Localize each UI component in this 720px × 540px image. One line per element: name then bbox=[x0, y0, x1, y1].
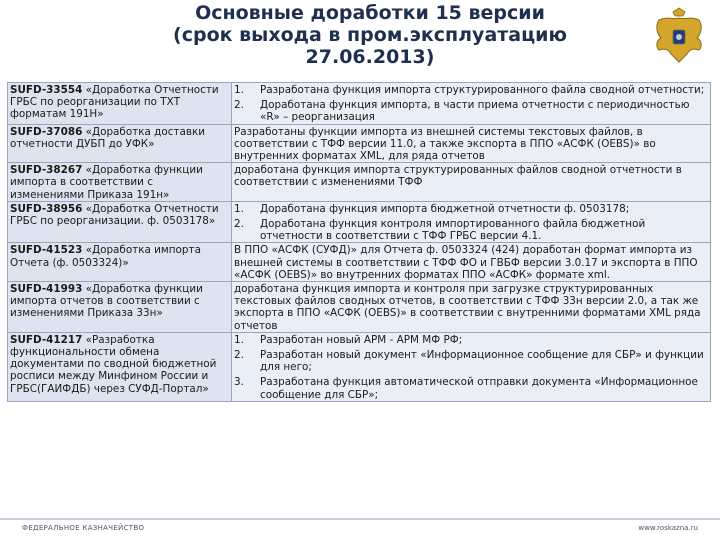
list-item-number: 2. bbox=[234, 99, 244, 112]
task-cell bbox=[8, 124, 232, 163]
list-item-text: Разработана функция импорта структурированного файла сводной отчетности; bbox=[260, 84, 705, 96]
task-cell bbox=[8, 282, 232, 333]
table-row bbox=[8, 201, 711, 243]
task-code: SUFD-38267 bbox=[10, 164, 83, 177]
task-description: «Доработка Отчетности ГРБС по реорганизации. ф. 0503178» bbox=[10, 202, 219, 228]
table-row bbox=[8, 282, 711, 333]
table-row bbox=[8, 332, 711, 401]
title-line-2: (срок выхода в пром.эксплуатацию bbox=[173, 24, 567, 46]
list-item-text: Разработан новый АРМ - АРМ МФ РФ; bbox=[260, 333, 463, 346]
task-description: «Разработка функциональности обмена документами по сводной бюджетной росписи между Минфином России и ГРБС(ГАИФДБ) через СУФД-Портал» bbox=[10, 333, 217, 395]
table-row bbox=[8, 124, 711, 163]
list-item-text: Доработана функция импорта, в части приема отчетности с периодичностью «R» – реорганизация bbox=[260, 99, 690, 124]
changes-text: В ППО «АСФК (СУФД)» для Отчета ф. 0503324 (424) доработан формат импорта из внешней системы в соответствии с ТФФ ФО и ГВБФ версии 3.0.17 и экспорта в ППО «АСФК (OEBS)» во внутренних форматах ППО «АСФК» формате xml. bbox=[234, 244, 698, 281]
task-cell bbox=[8, 163, 232, 202]
task-description: «Доработка Отчетности ГРБС по реорганизации по ТХТ форматам 191Н» bbox=[10, 84, 219, 121]
title-line-3: 27.06.2013) bbox=[305, 46, 435, 68]
table-row bbox=[8, 163, 711, 202]
task-code: SUFD-41217 bbox=[10, 333, 83, 346]
changes-cell bbox=[232, 243, 711, 282]
list-item-number: 1. bbox=[234, 84, 244, 96]
changes-text: Разработаны функции импорта из внешней системы текстовых файлов, в соответствии с ТФФ версии 11.0, а также экспорта в ППО «АСФК (OEBS)» во внутренних форматах XML, для ряда отчетов bbox=[234, 125, 656, 163]
revisions-table bbox=[7, 82, 711, 402]
footer bbox=[0, 520, 720, 540]
task-code: SUFD-41523 bbox=[10, 244, 83, 257]
list-item bbox=[234, 203, 708, 215]
task-cell bbox=[8, 83, 232, 125]
task-cell bbox=[8, 243, 232, 282]
table-row bbox=[8, 243, 711, 282]
task-description: «Доработка доставки отчетности ДУБП до УФК» bbox=[10, 125, 206, 150]
list-item bbox=[234, 376, 708, 400]
task-cell bbox=[8, 332, 232, 401]
footer-organization: ФЕДЕРАЛЬНОЕ КАЗНАЧЕЙСТВО bbox=[22, 524, 145, 532]
footer-website: www.roskazna.ru bbox=[638, 524, 698, 532]
table-row bbox=[8, 83, 711, 125]
title-line-1: Основные доработки 15 версии bbox=[195, 2, 545, 24]
changes-cell bbox=[232, 163, 711, 202]
list-item bbox=[234, 84, 708, 96]
list-item-text: Разработан новый документ «Информационное сообщение для СБР» и функции для него; bbox=[260, 349, 704, 374]
list-item-number: 3. bbox=[234, 376, 244, 389]
list-item bbox=[234, 218, 708, 242]
double-headed-eagle-emblem-icon bbox=[647, 6, 711, 66]
changes-text: доработана функция импорта и контроля при загрузке структурированных текстовых файлов сводных отчетов, в соответствии с ТФФ 33н версии 2.0, а так же экспорта в ППО «АСФК (OEBS)» в соответствии с внутренними форматами XML ряда отчетов bbox=[234, 283, 701, 332]
task-description: «Доработка импорта Отчета (ф. 0503324)» bbox=[10, 244, 201, 269]
list-item-number: 1. bbox=[234, 202, 244, 215]
list-item-text: Доработана функция контроля импортированного файла бюджетной отчетности в соответствии с ТФФ ГРБС версии 4.1. bbox=[260, 218, 646, 243]
task-description: «Доработка функции импорта отчетов в соответствии с изменениями Приказа 33н» bbox=[10, 283, 203, 320]
list-item-text: Разработана функция автоматической отправки документа «Информационное сообщение для СБР»; bbox=[260, 376, 698, 401]
task-cell bbox=[8, 201, 232, 243]
task-code: SUFD-37086 bbox=[10, 125, 83, 138]
changes-cell bbox=[232, 201, 711, 243]
list-item bbox=[234, 349, 708, 373]
list-item-number: 1. bbox=[234, 333, 244, 346]
changes-cell bbox=[232, 83, 711, 125]
task-code: SUFD-38956 bbox=[10, 202, 83, 215]
slide-title bbox=[110, 2, 630, 68]
list-item bbox=[234, 334, 708, 346]
changes-cell bbox=[232, 282, 711, 333]
changes-cell bbox=[232, 124, 711, 163]
list-item-text: Доработана функция импорта бюджетной отчетности ф. 0503178; bbox=[260, 202, 630, 215]
changes-text: доработана функция импорта структурированных файлов сводной отчетности в соответствии с изменениями ТФФ bbox=[234, 164, 682, 189]
list-item-number: 2. bbox=[234, 349, 244, 362]
task-description: «Доработка функции импорта в соответствии с изменениями Приказа 191н» bbox=[10, 164, 203, 201]
list-item-number: 2. bbox=[234, 218, 244, 231]
changes-cell bbox=[232, 332, 711, 401]
task-code: SUFD-33554 bbox=[10, 84, 83, 96]
list-item bbox=[234, 99, 708, 123]
task-code: SUFD-41993 bbox=[10, 283, 83, 296]
